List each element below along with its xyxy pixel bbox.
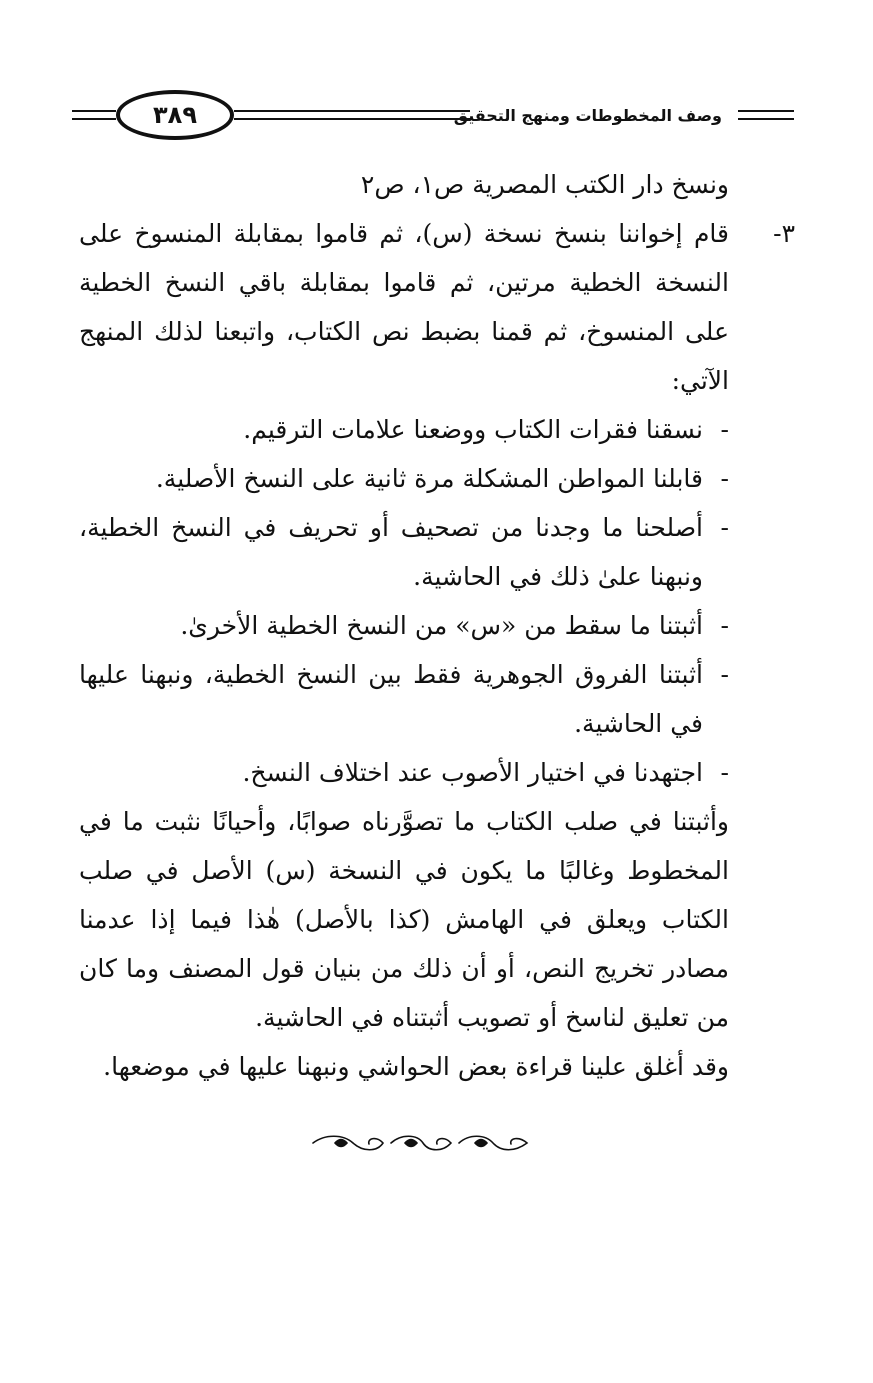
page-number: ٣٨٩ (116, 90, 234, 140)
numbered-item-3 (79, 209, 795, 405)
dash-item-3 (79, 503, 795, 601)
dash-item-4 (79, 601, 795, 650)
dash-marker: - (720, 415, 729, 444)
header-title: وصف المخطوطات ومنهج التحقيق (453, 106, 722, 125)
dash-item-text: نسقنا فقرات الكتاب ووضعنا علامات الترقيم. (243, 415, 703, 444)
page-body (79, 160, 795, 1091)
dash-item-2 (79, 454, 795, 503)
dash-item-text: اجتهدنا في اختيار الأصوب عند اختلاف النسخ. (242, 758, 703, 787)
header-rule-left-top (72, 110, 116, 112)
dash-marker: - (720, 464, 729, 493)
header-rule-right-top (738, 110, 794, 112)
dash-item-text: قابلنا المواطن المشكلة مرة ثانية على النسخ الأصلية. (155, 464, 703, 493)
running-header (72, 88, 794, 144)
dash-marker: - (720, 660, 729, 689)
dash-item-text: أثبتنا ما سقط من «س» من النسخ الخطية الأخرىٰ. (180, 611, 703, 640)
header-rule-left-bottom (72, 118, 116, 120)
paragraph-after-list: وأثبتنا في صلب الكتاب ما تصوَّرناه صوابًا، وأحيانًا نثبت ما في المخطوط وغالبًا ما يكون في النسخة (س) الأصل في صلب الكتاب ويعلق في الهامش (كذا بالأصل) هٰذا فيما إذا عدمنا مصادر تخريج النص، أو أن ذلك من بنيان قول المصنف وما كان من تعليق لناسخ أو تصويب أثبتناه في الحاشية. (79, 807, 729, 1032)
header-rule-right-bottom (738, 118, 794, 120)
item-number: ٣- (773, 219, 795, 248)
intro-line: ونسخ دار الكتب المصرية ص١، ص٢ (360, 170, 729, 199)
dash-item-6 (79, 748, 795, 797)
item-text: قام إخواننا بنسخ نسخة (س)، ثم قاموا بمقابلة المنسوخ على النسخة الخطية مرتين، ثم قاموا بمقابلة باقي النسخ الخطية على المنسوخ، ثم قمنا بضبط نص الكتاب، واتبعنا لذلك المنهج الآتي: (79, 219, 729, 395)
dash-marker: - (720, 513, 729, 542)
paragraph-last: وقد أغلق علينا قراءة بعض الحواشي ونبهنا عليها في موضعها. (103, 1052, 729, 1081)
floral-divider-icon (305, 1130, 535, 1156)
dash-item-text: أصلحنا ما وجدنا من تصحيف أو تحريف في النسخ الخطية، ونبهنا علىٰ ذلك في الحاشية. (79, 513, 703, 591)
dash-item-text: أثبتنا الفروق الجوهرية فقط بين النسخ الخطية، ونبهنا عليها في الحاشية. (79, 660, 703, 738)
header-rule-mid-bottom (234, 118, 470, 120)
dash-item-1 (79, 405, 795, 454)
header-rule-mid-top (234, 110, 470, 112)
dash-marker: - (720, 611, 729, 640)
dash-item-5 (79, 650, 795, 748)
dash-marker: - (720, 758, 729, 787)
